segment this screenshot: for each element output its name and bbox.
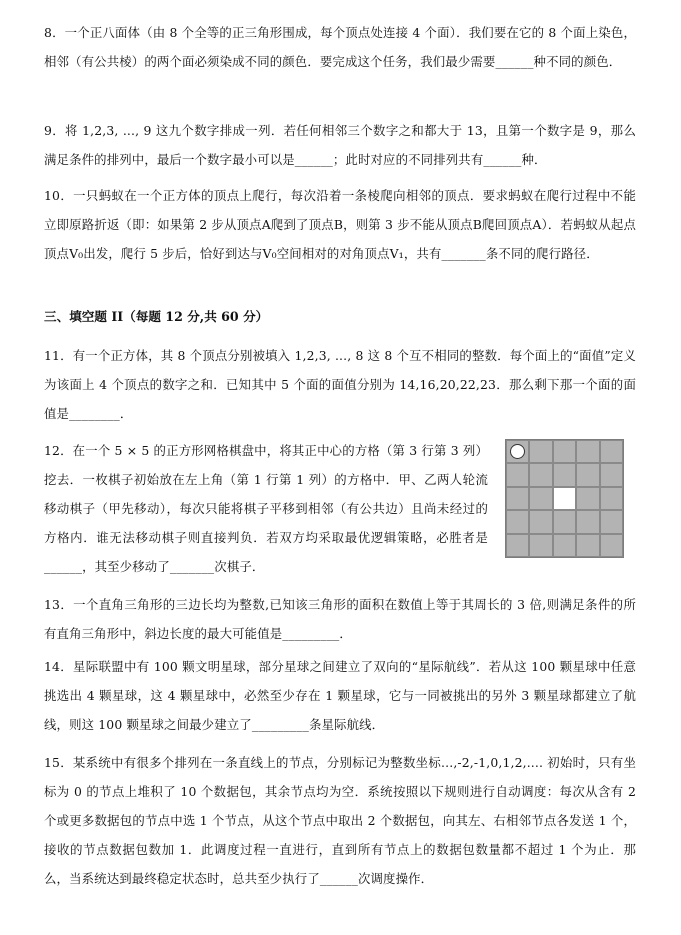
board-cell [600, 440, 623, 463]
board-cell [600, 463, 623, 486]
question-8: 8．一个正八面体（由 8 个全等的正三角形围成，每个顶点处连接 4 个面）．我们要在它的 8 个面上染色，相邻（有公共棱）的两个面必须染成不同的颜色．要完成这个任务，我们最少需要______种不同的颜色． [44, 25, 636, 69]
board-cell [576, 510, 599, 533]
question-9: 9．将 1,2,3, ..., 9 这九个数字排成一列．若任何相邻三个数字之和都大于 13，且第一个数字是 9，那么满足条件的排列中，最后一个数字最小可以是______；此时对应的不同排列共有______种． [44, 123, 636, 167]
board-cell [576, 463, 599, 486]
board-cell [576, 534, 599, 557]
question-10: 10．一只蚂蚁在一个正方体的顶点上爬行，每次沿着一条棱爬向相邻的顶点．要求蚂蚁在爬行过程中不能立即原路折返（即：如果第 2 步从顶点A爬到了顶点B，则第 3 步不能从顶点B爬回顶点A）．若蚂蚁从起点顶点V₀出发，爬行 5 步后，恰好到达与V₀空间相对的对角顶点V₁，共有_______条不同的爬行路径． [44, 188, 636, 261]
board-cell [553, 463, 576, 486]
removed-center-cell [553, 487, 576, 510]
chess-piece [510, 444, 525, 459]
board-cell [576, 440, 599, 463]
board-cell [529, 440, 552, 463]
board-cell [506, 534, 529, 557]
section-heading: 三、填空题 II（每题 12 分,共 60 分） [44, 309, 269, 324]
board-cell [600, 534, 623, 557]
board-cell [506, 487, 529, 510]
board-cell [600, 510, 623, 533]
board-cell [529, 463, 552, 486]
board-cell [600, 487, 623, 510]
board-cell [529, 510, 552, 533]
board-cell [529, 534, 552, 557]
board-cell [553, 440, 576, 463]
board-cell [576, 487, 599, 510]
board-cell [529, 487, 552, 510]
board-cell [553, 510, 576, 533]
question-12: 12．在一个 5 × 5 的正方形网格棋盘中，将其正中心的方格（第 3 行第 3 列）挖去．一枚棋子初始放在左上角（第 1 行第 1 列）的方格中．甲、乙两人轮流移动棋子（甲先移动），每次只能将棋子平移到相邻（有公共边）且尚未经过的方格内．谁无法移动棋子则直接判负．若双方均采取最优逻辑策略，必胜者是______，其至少移动了_______次棋子． [44, 443, 488, 574]
board-cell [553, 534, 576, 557]
question-11: 11．有一个正方体，其 8 个顶点分别被填入 1,2,3, ..., 8 这 8 个互不相同的整数．每个面上的“面值”定义为该面上 4 个顶点的数字之和．已知其中 5 个面的面值分别为 14,16,20,22,23．那么剩下那一个面的面值是________． [44, 348, 636, 421]
question-14: 14．星际联盟中有 100 颗文明星球，部分星球之间建立了双向的“星际航线”．若从这 100 颗星球中任意挑选出 4 颗星球，这 4 颗星球中，必然至少存在 1 颗星球，它与一同被挑出的另外 3 颗星球都建立了航线，则这 100 颗星球之间最少建立了_________条星际航线． [44, 659, 636, 732]
question-13: 13．一个直角三角形的三边长均为整数,已知该三角形的面积在数值上等于其周长的 3 倍,则满足条件的所有直角三角形中，斜边长度的最大可能值是_________． [44, 597, 636, 641]
board-cell [506, 440, 529, 463]
board-cell [506, 463, 529, 486]
board-cell [506, 510, 529, 533]
chessboard-diagram [505, 439, 624, 558]
question-15: 15．某系统中有很多个排列在一条直线上的节点，分别标记为整数坐标...,-2,-1,0,1,2,.... 初始时，只有坐标为 0 的节点上堆积了 10 个数据包，其余节点均为空．系统按照以下规则进行自动调度：每次从含有 2 个或更多数据包的节点中选 1 个节点，从这个节点中取出 2 个数据包，向其左、右相邻节点各发送 1 个，接收的节点数据包数加 1．此调度过程一直进行，直到所有节点上的数据包数量都不超过 1 个为止．那么，当系统达到最终稳定状态时，总共至少执行了______次调度操作． [44, 755, 636, 886]
